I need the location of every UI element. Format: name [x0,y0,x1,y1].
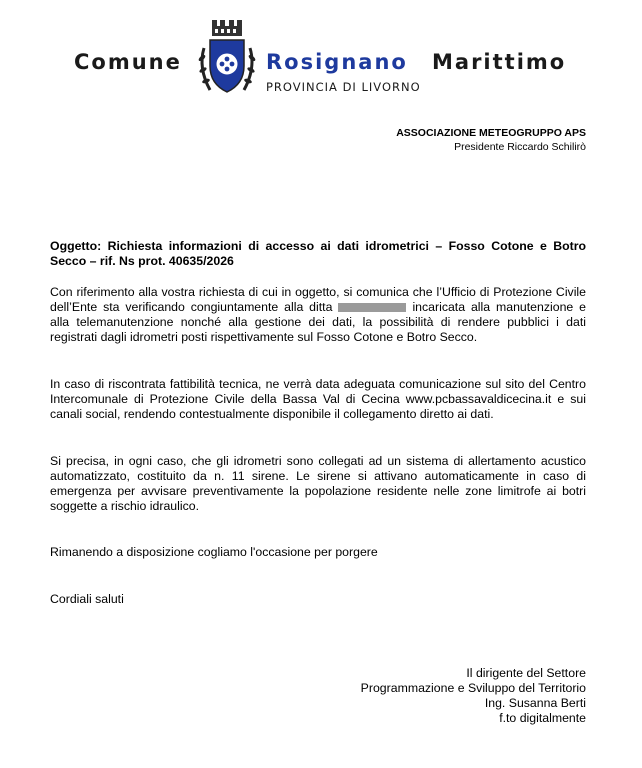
paragraph-1-part-b: incaricata alla manutenzione e alla telemanutenzione nonché alla gestione dei dati, la possibilità di rendere pubblici i dati registrati dagli idrometri posti rispettivamente sul Fosso Cotone e Botro Secco. [50,300,586,344]
signature-note: f.to digitalmente [499,711,586,725]
municipal-crest-icon [196,18,258,98]
redacted-company-name [338,303,406,312]
greeting: Cordiali saluti [50,592,124,606]
recipient-person: Presidente Riccardo Schilirò [454,141,586,153]
signature-block [361,666,586,726]
signature-title: Il dirigente del Settore [466,666,586,680]
signature-name: Ing. Susanna Berti [484,696,586,710]
paragraph-1 [50,285,586,345]
paragraph-2: In caso di riscontrata fattibilità tecnica, ne verrà data adeguata comunicazione sul sito del Centro Intercomunale di Protezione Civile della Bassa Val di Cecina www.pcbassavaldicecina.it e sui canali social, rendendo contestualmente disponibile il collegamento diretto ai dati. [50,377,586,421]
letterhead-subtitle: PROVINCIA DI LIVORNO [266,80,421,94]
closing-line: Rimanendo a disposizione cogliamo l'occasione per porgere [50,545,378,559]
letterhead-word-comune: Comune [74,50,182,74]
signature-department: Programmazione e Sviluppo del Territorio [360,681,586,695]
letter-subject: Oggetto: Richiesta informazioni di accesso ai dati idrometrici – Fosso Cotone e Botro Secco – rif. Ns prot. 40635/2026 [50,239,586,268]
paragraph-1-part-a: Con riferimento alla vostra richiesta di cui in oggetto, si comunica che l’Ufficio di Protezione Civile dell’Ente sta verificando congiuntamente alla ditta [50,285,586,314]
recipient-block [396,126,586,154]
letterhead-word-rosignano: Rosignano [266,50,408,74]
letterhead [0,14,642,104]
paragraph-3: Si precisa, in ogni caso, che gli idrometri sono collegati ad un sistema di allertamento acustico automatizzato, costituito da n. 11 sirene. Le sirene si attivano automaticamente in caso di emergenza per avvisare preventivamente la popolazione residente nelle zone limitrofe ai botri soggette a rischio idraulico. [50,454,586,513]
letterhead-word-marittimo: Marittimo [432,50,567,74]
recipient-organization: ASSOCIAZIONE METEOGRUPPO APS [396,127,586,139]
